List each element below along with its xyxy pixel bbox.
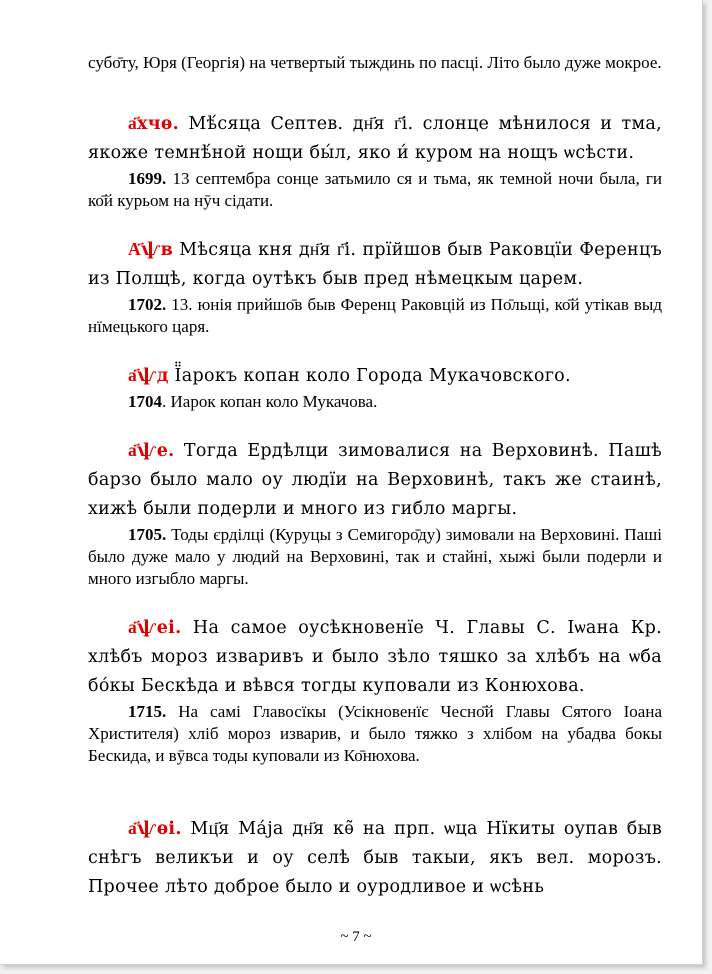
old-text: Ї̈арокъ копан коло Города Мукачовского. [168,366,571,386]
old-text: На самое оусѣкновенїе Ч. Главы С. Іѡана Кр. хлѣбъ мороз изваривъ и было зѣло тяшко за хлѣбъ на ѡба бо́кы Бескѣда и вѣвся тогды куповали из Конюхова. [88,618,662,696]
old-entry-1719 [88,815,662,902]
old-text: Мѣ́сяца Септев. дн҃я г҃і. слонце мѣнилося и тма, якоже темнѣ́ной нощи бы́л, яко и́ куром на нощъ ѡсѣсти. [88,114,662,163]
translation-1702 [88,294,662,338]
old-entry-1705 [88,437,662,524]
old-year: а҃ѱѳі. [128,819,182,839]
translation-1715 [88,701,662,767]
year: 1715. [128,702,167,721]
old-year: а҃ѱеі. [128,618,182,638]
year: 1699. [128,169,167,188]
translation-1704 [88,391,662,413]
old-year: а҃ѱе. [128,441,175,461]
year: 1704 [128,392,162,411]
intro-paragraph: субо̄ту, Юря (Георгія) на четвертый тыждинь по пасці. Літо было дуже мокрое. [88,53,662,72]
year: 1702. [128,295,167,314]
old-year: а҃ѱд [128,366,169,386]
translation-1699 [88,168,662,212]
old-text: Мц҃я Мája дн҃я кѳ̃ на прп. ѡца Нїкиты оупав быв снѣгъ великъи и оу селѣ быв такыи, якъ вел. морозъ. Прочее лѣто доброе было и оуродливое и ѡсѣнь [88,819,662,897]
translation-1705 [88,524,662,590]
page-content [88,52,662,902]
old-entry-1702 [88,236,662,294]
page-number: ~ 7 ~ [340,929,372,945]
translation-text: . Иарок копан коло Мукачова. [162,392,378,411]
old-entry-1699 [88,110,662,168]
translation-text: Тоды єрділці (Куруцы з Семигоро̄ду) зимовали на Верховині. Паші было дуже мало у людий на Верховині, так и стайні, хыжі были подерли и много изгыбло маргы. [88,525,662,588]
old-year: А҃ѱв [128,240,174,260]
old-year: а҃хчѳ. [128,114,180,134]
year: 1705. [128,525,167,544]
translation-text: На самі Главосїкы (Усікновенїє Чесно̄й Главы Сятого Іоана Христителя) хліб мороз изварив, и было тяжко з хлібом на убадва бокы Бескида, и вӯвса тоды куповали из Ко̄нюхова. [88,702,662,765]
translation-text: 13. юнія прийшо̄в быв Ференц Раковцій из По̄льщі, ко̄й утікав выд нїмецького царя. [88,295,662,336]
old-entry-1704 [88,362,662,391]
old-entry-1715 [88,614,662,701]
translation-text: 13 септембра сонце затьмило ся и тьма, як темной ночи была, ги ко̄й курьом на нӯч сідати. [88,169,662,210]
old-text: Мѣсяца кня дн҃я г҃і. прїйшов быв Раковцїи Ференцъ из Полщѣ, когда оутѣкъ быв пред нѣмецкым царем. [88,240,662,289]
old-text: Тогда Ердѣлци зимовалися на Верховинѣ. Пашѣ барзо было мало оу людїи на Верховинѣ, такъ же стаинѣ, хижѣ были подерли и много из гибло маргы. [88,441,662,519]
